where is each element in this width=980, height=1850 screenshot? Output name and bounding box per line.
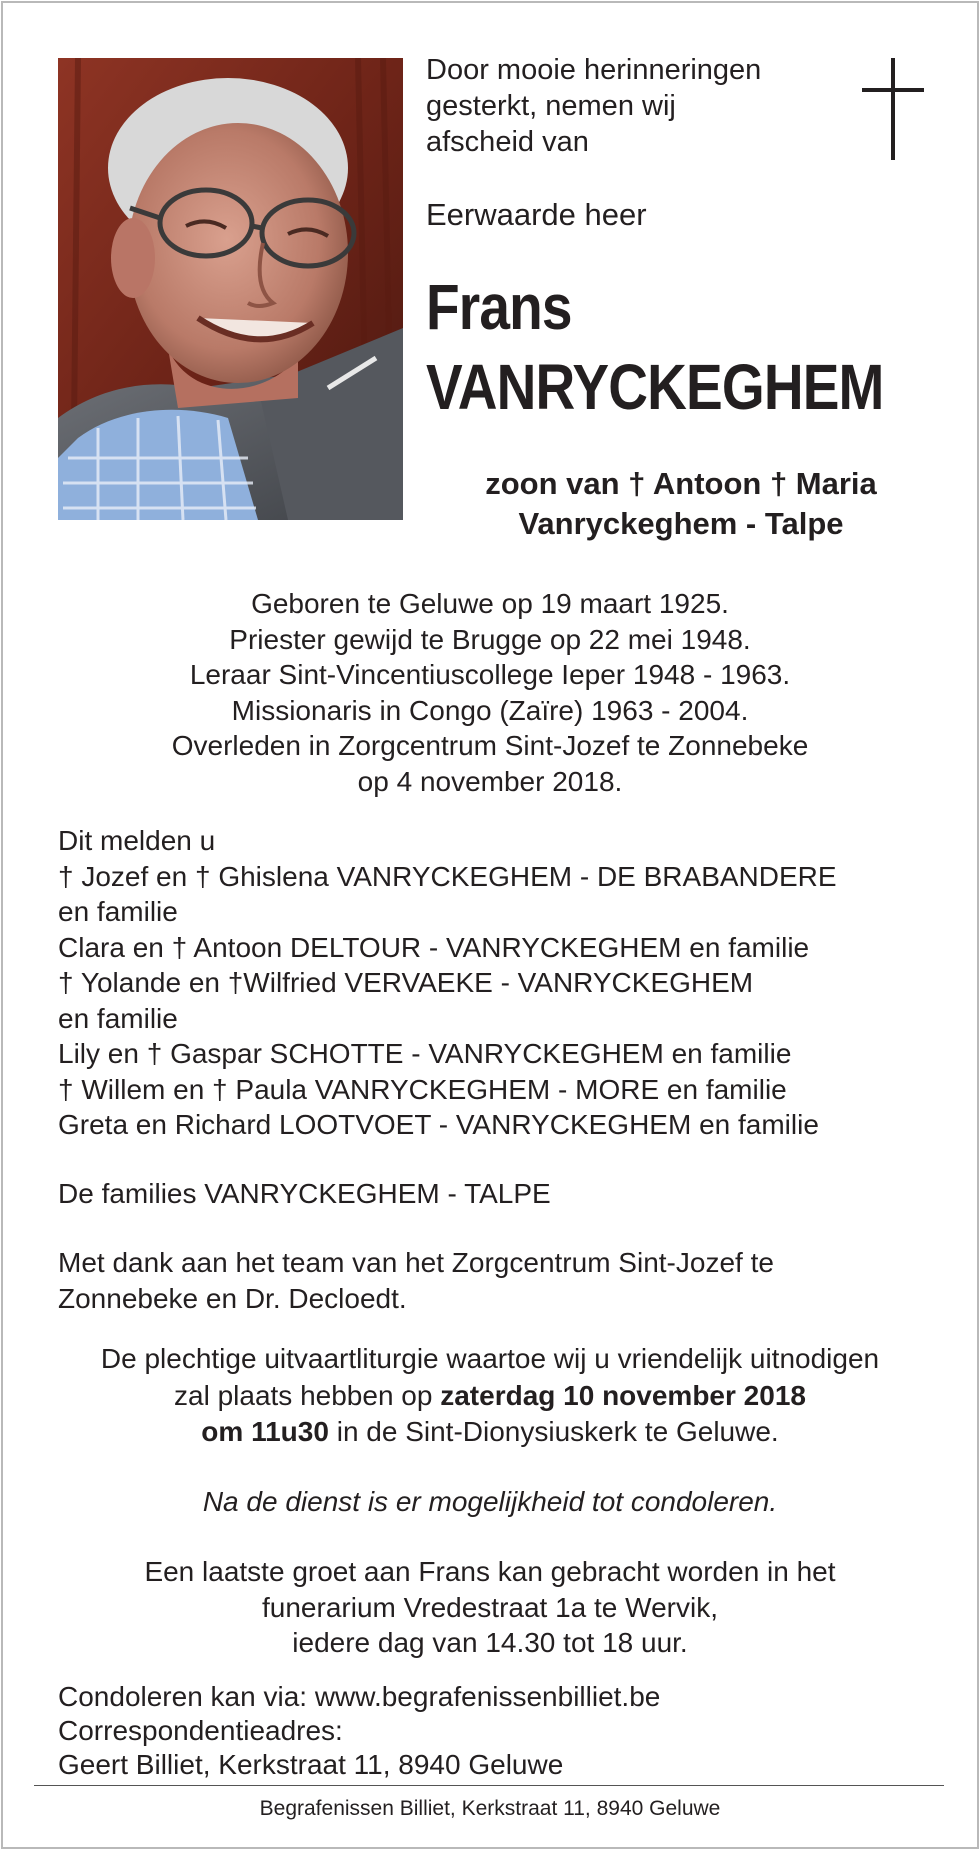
announce-line: Dit melden u: [58, 825, 216, 856]
deceased-last-name: VANRYCKEGHEM: [426, 351, 884, 423]
family-announcement: [58, 823, 938, 1143]
announce-line: † Willem en † Paula VANRYCKEGHEM - MORE en familie: [58, 1073, 787, 1105]
announce-line: en familie: [58, 1002, 178, 1034]
bio-line: Missionaris in Congo (Zaïre) 1963 - 2004.: [231, 694, 749, 726]
announce-line: Clara en † Antoon DELTOUR - VANRYCKEGHEM en familie: [58, 931, 810, 963]
bio-line: op 4 november 2018.: [357, 765, 623, 797]
portrait-image: [58, 58, 403, 520]
biography: [58, 586, 922, 799]
mass-text: zal plaats hebben op: [174, 1379, 441, 1411]
mass-date: zaterdag 10 november 2018: [440, 1379, 806, 1411]
honorific: Eerwaarde heer: [426, 197, 647, 232]
visit-line: funerarium Vredestraat 1a te Wervik,: [262, 1591, 718, 1623]
announce-line: Greta en Richard LOOTVOET - VANRYCKEGHEM en familie: [58, 1109, 819, 1140]
mass-location: in de Sint-Dionysiuskerk te Geluwe.: [328, 1416, 779, 1447]
thanks-line: Zonnebeke en Dr. Decloedt.: [58, 1282, 407, 1314]
contact-line: Correspondentieadres:: [58, 1715, 343, 1746]
mass-line: De plechtige uitvaartliturgie waartoe wij u vriendelijk uitnodigen: [100, 1343, 880, 1374]
parents-line: zoon van † Antoon † Maria: [485, 466, 877, 501]
deceased-first-name: Frans: [426, 271, 572, 343]
contact-line: Geert Billiet, Kerkstraat 11, 8940 Geluwe: [58, 1749, 564, 1780]
mass-time: om 11u30: [201, 1416, 329, 1447]
portrait-photo: [58, 58, 403, 520]
announce-line: † Yolande en †Wilfried VERVAEKE - VANRYCKEGHEM: [58, 967, 754, 998]
cross-icon: [862, 58, 926, 160]
visit-line: iedere dag van 14.30 tot 18 uur.: [292, 1627, 688, 1658]
visit-line: Een laatste groet aan Frans kan gebracht worden in het: [144, 1556, 836, 1587]
bio-line: Geboren te Geluwe op 19 maart 1925.: [251, 588, 729, 619]
visitation-info: [30, 1554, 950, 1661]
intro-text: Door mooie herinneringen gesterkt, nemen wij afscheid van: [426, 54, 762, 158]
parents-block: [426, 464, 936, 544]
condolence-note: Na de dienst is er mogelijkheid tot condoleren.: [202, 1486, 778, 1517]
bio-line: Priester gewijd te Brugge op 22 mei 1948.: [229, 623, 751, 655]
mass-line: [30, 1414, 950, 1451]
mass-line: [30, 1378, 950, 1415]
bio-line: Leraar Sint-Vincentiuscollege Ieper 1948 - 1963.: [189, 659, 791, 690]
thanks-text: [58, 1245, 922, 1316]
announce-line: en familie: [58, 896, 178, 927]
bio-line: Overleden in Zorgcentrum Sint-Jozef te Zonnebeke: [171, 730, 809, 761]
contact-info: [58, 1680, 660, 1782]
footer-text: Begrafenissen Billiet, Kerkstraat 11, 8940 Geluwe: [259, 1797, 721, 1820]
parents-line: Vanryckeghem - Talpe: [518, 506, 844, 541]
announce-line: Lily en † Gaspar SCHOTTE - VANRYCKEGHEM en familie: [58, 1038, 792, 1069]
families-line: De families VANRYCKEGHEM - TALPE: [58, 1178, 551, 1209]
thanks-line: Met dank aan het team van het Zorgcentrum Sint-Jozef te: [58, 1247, 774, 1278]
announce-line: † Jozef en † Ghislena VANRYCKEGHEM - DE BRABANDERE: [58, 860, 837, 892]
contact-line: Condoleren kan via: www.begrafenissenbilliet.be: [58, 1681, 661, 1712]
funeral-service-info: [30, 1341, 950, 1451]
footer-divider: [34, 1785, 944, 1786]
